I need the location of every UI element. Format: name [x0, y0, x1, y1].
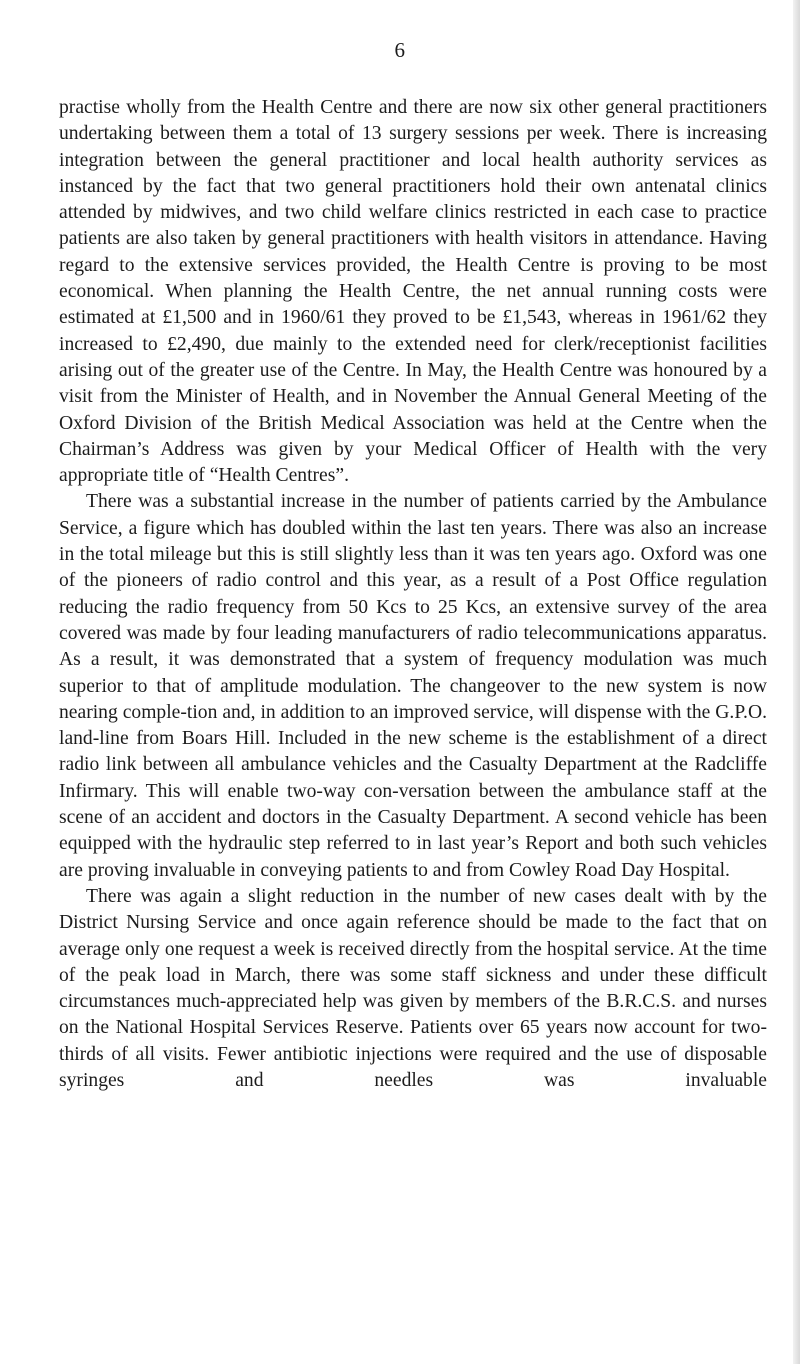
page-number: 6	[394, 38, 406, 62]
paragraph-district-nursing: There was again a slight reduction in the number of new cases dealt with by the District Nursing Service and once again reference should be made to the fact that on average only one request a week is received directly from the hospital service. At the time of the peak load in March, there was some staff sickness and under these difficult circumstances much-appreciated help was given by members of the B.R.C.S. and nurses on the National Hospital Services Reserve. Patients over 65 years now account for two-thirds of all visits. Fewer antibiotic injections were required and the use of disposable syringes and needles was invaluable	[59, 885, 767, 1091]
paragraph-ambulance-service: There was a substantial increase in the number of patients carried by the Ambulance Service, a figure which has doubled within the last ten years. There was also an increase in the total mileage but this is still slightly less than it was ten years ago. Oxford was one of the pioneers of radio control and this year, as a result of a Post Office regulation reducing the radio frequency from 50 Kcs to 25 Kcs, an extensive survey of the area covered was made by four leading manufacturers of radio telecommunications apparatus. As a result, it was demonstrated that a system of frequency modulation was much superior to that of amplitude modulation. The changeover to the new system is now nearing comple-tion and, in addition to an improved service, will dispense with the G.P.O. land-line from Boars Hill. Included in the new scheme is the establishment of a direct radio link between all ambulance vehicles and the Casualty Department at the Radcliffe Infirmary. This will enable two-way con-versation between the ambulance staff at the scene of an accident and doctors in the Casualty Department. A second vehicle has been equipped with the hydraulic step referred to in last year’s Report and both such vehicles are proving invaluable in conveying patients to and from Cowley Road Day Hospital.	[59, 491, 767, 881]
body-text	[59, 95, 767, 1094]
page-edge-shadow	[793, 0, 800, 1364]
paragraph-health-centre: practise wholly from the Health Centre and there are now six other general practitioners undertaking between them a total of 13 surgery sessions per week. There is increasing integration between the general practitioner and local health authority services as instanced by the fact that two general practitioners hold their own antenatal clinics attended by midwives, and two child welfare clinics restricted in each case to practice patients are also taken by general practitioners with health visitors in attendance. Having regard to the extensive services provided, the Health Centre is proving to be most economical. When planning the Health Centre, the net annual running costs were estimated at £1,500 and in 1960/61 they proved to be £1,543, whereas in 1961/62 they increased to £2,490, due mainly to the extended need for clerk/receptionist facilities arising out of the greater use of the Centre. In May, the Health Centre was honoured by a visit from the Minister of Health, and in November the Annual General Meeting of the Oxford Division of the British Medical Association was held at the Centre when the Chairman’s Address was given by your Medical Officer of Health with the very appropriate title of “Health Centres”.	[59, 97, 767, 487]
